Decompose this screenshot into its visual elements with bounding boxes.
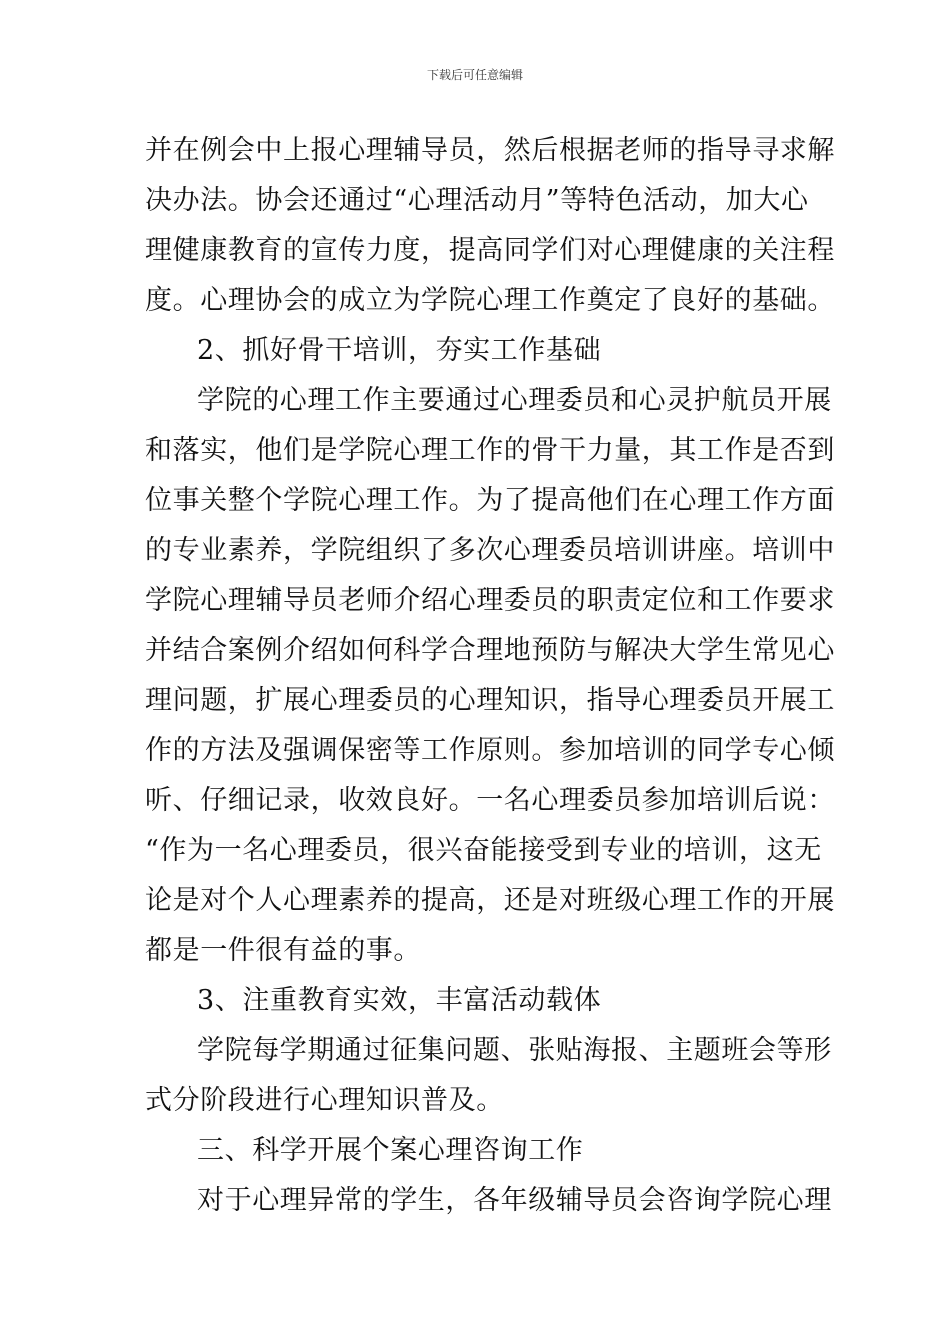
text-line: 理健康教育的宣传力度，提高同学们对心理健康的关注程 <box>145 235 835 266</box>
page-header-note: 下载后可任意编辑 <box>426 68 523 82</box>
text-line: 学院心理辅导员老师介绍心理委员的职责定位和工作要求 <box>145 585 835 616</box>
paragraph-first-line: 学院每学期通过征集问题、张贴海报、主题班会等形 <box>197 1035 832 1066</box>
text-line: 听、仔细记录，收效良好。一名心理委员参加培训后说： <box>145 785 835 816</box>
text-line: 决办法。协会还通过“心理活动月”等特色活动，加大心 <box>145 185 809 216</box>
text-line: 都是一件很有益的事。 <box>145 935 421 966</box>
paragraph-first-line: 学院的心理工作主要通过心理委员和心灵护航员开展 <box>197 385 832 416</box>
text-line: “作为一名心理委员，很兴奋能接受到专业的培训，这无 <box>145 835 822 866</box>
paragraph-first-line: 对于心理异常的学生，各年级辅导员会咨询学院心理 <box>197 1185 832 1216</box>
text-line: 和落实，他们是学院心理工作的骨干力量，其工作是否到 <box>145 435 835 466</box>
text-line: 论是对个人心理素养的提高，还是对班级心理工作的开展 <box>145 885 835 916</box>
section-heading: 3、注重教育实效，丰富活动载体 <box>197 985 602 1016</box>
text-line: 位事关整个学院心理工作。为了提高他们在心理工作方面 <box>145 485 835 516</box>
section-heading: 三、科学开展个案心理咨询工作 <box>197 1135 584 1166</box>
text-line: 度。心理协会的成立为学院心理工作奠定了良好的基础。 <box>145 285 835 316</box>
text-line: 理问题，扩展心理委员的心理知识，指导心理委员开展工 <box>145 685 835 716</box>
text-line: 式分阶段进行心理知识普及。 <box>145 1085 504 1116</box>
document-body <box>145 126 835 1226</box>
text-line: 的专业素养，学院组织了多次心理委员培训讲座。培训中 <box>145 535 835 566</box>
section-heading: 2、抓好骨干培训，夯实工作基础 <box>197 335 602 366</box>
text-line: 并结合案例介绍如何科学合理地预防与解决大学生常见心 <box>145 635 835 666</box>
text-line: 作的方法及强调保密等工作原则。参加培训的同学专心倾 <box>145 735 835 766</box>
text-line: 并在例会中上报心理辅导员，然后根据老师的指导寻求解 <box>145 135 835 166</box>
